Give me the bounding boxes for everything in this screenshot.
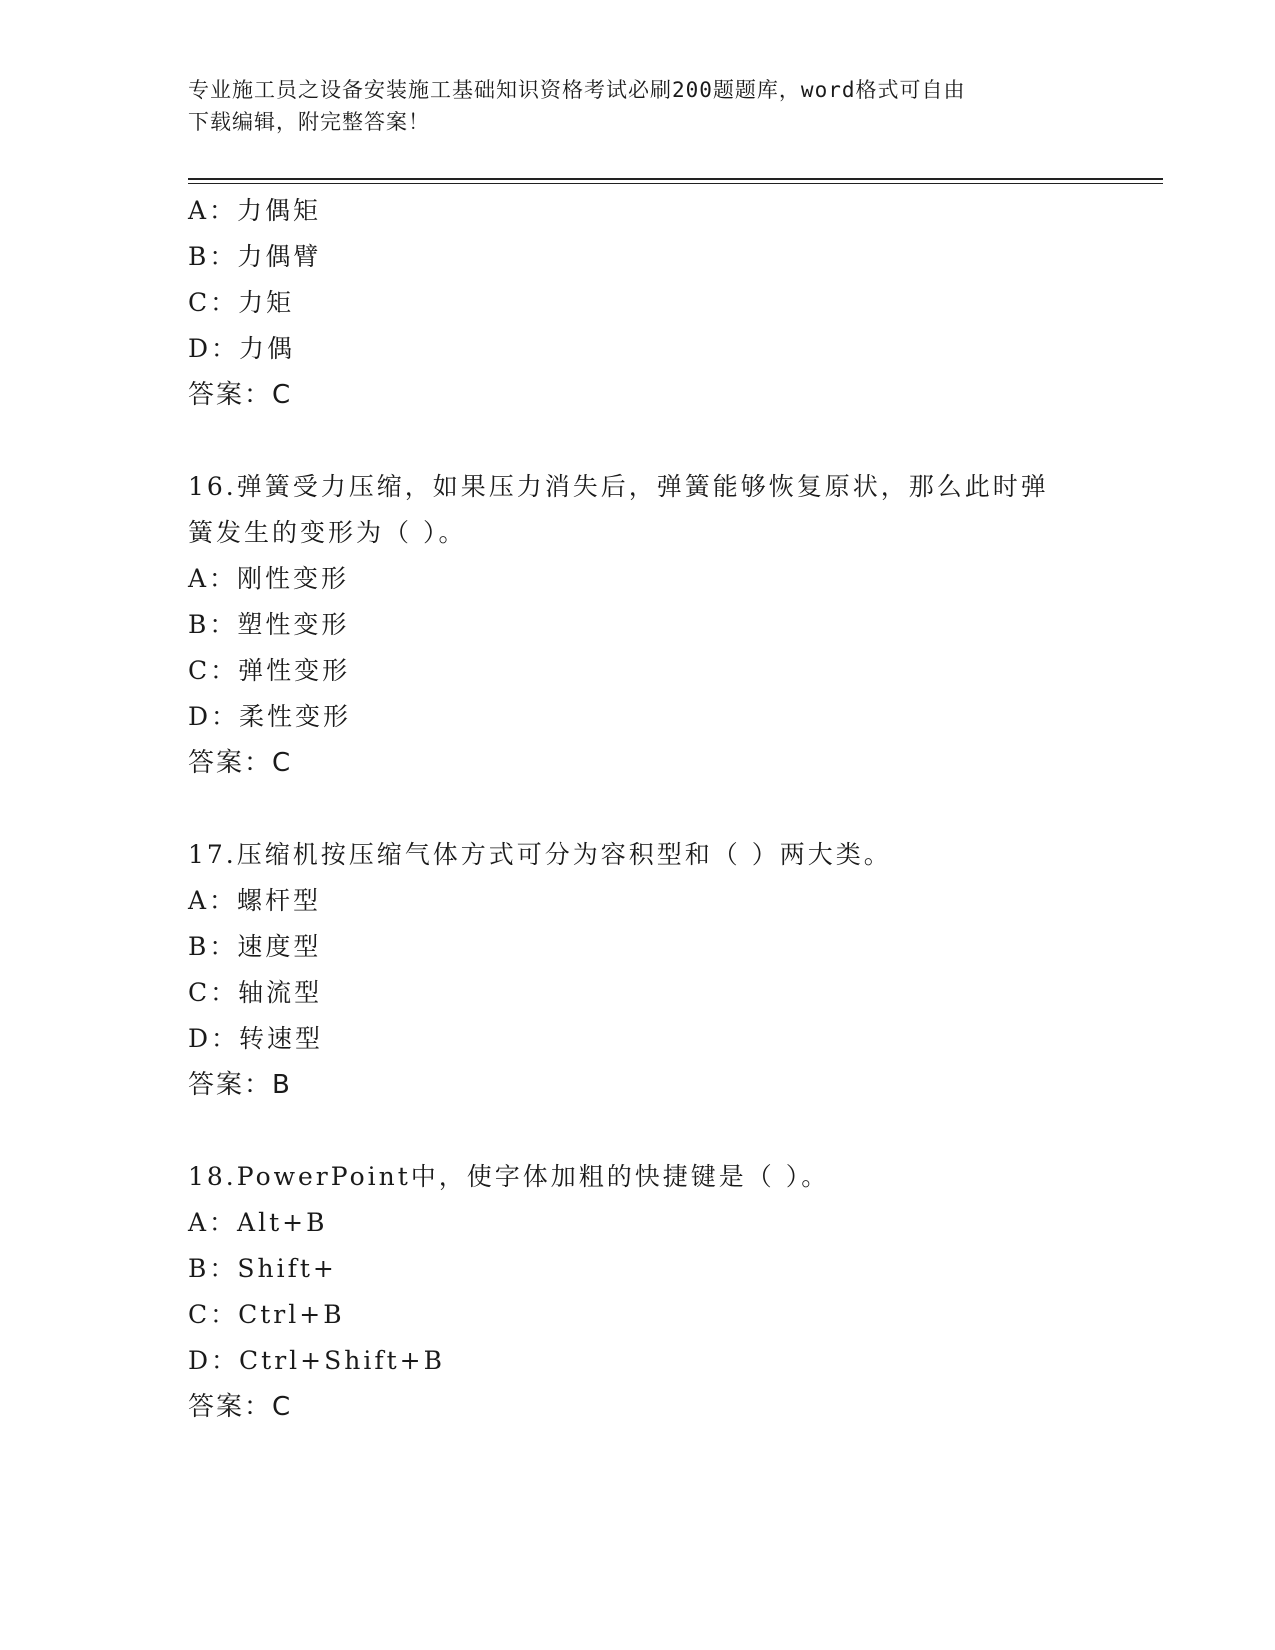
- option-c: C：Ctrl+B: [188, 1300, 345, 1329]
- answer-line: 答案：C: [188, 1392, 293, 1422]
- option-a: A：力偶矩: [188, 196, 322, 225]
- answer-line: 答案：C: [188, 748, 293, 778]
- header-divider: [188, 178, 1163, 180]
- option-c: C：力矩: [188, 288, 295, 317]
- option-b: B：塑性变形: [188, 610, 350, 639]
- option-b: B：Shift+: [188, 1254, 337, 1283]
- option-d: D：转速型: [188, 1024, 324, 1053]
- question-block-18: [188, 1154, 1088, 1430]
- question-text-line-1: 17.压缩机按压缩气体方式可分为容积型和（ ）两大类。: [188, 840, 892, 869]
- document-header: [188, 74, 1088, 138]
- option-a: A：Alt+B: [188, 1208, 328, 1237]
- option-b: B：速度型: [188, 932, 322, 961]
- question-block-17: [188, 832, 1088, 1108]
- question-block-15: [188, 188, 1088, 418]
- answer-line: 答案：C: [188, 380, 293, 410]
- option-d: D：Ctrl+Shift+B: [188, 1346, 445, 1375]
- question-text-line-1: 16.弹簧受力压缩，如果压力消失后，弹簧能够恢复原状，那么此时弹: [188, 472, 1049, 501]
- option-a: A：螺杆型: [188, 886, 322, 915]
- header-title-line-1: 专业施工员之设备安装施工基础知识资格考试必刷200题题库，word格式可自由: [188, 78, 966, 102]
- question-list: [188, 188, 1088, 1430]
- question-block-16: [188, 464, 1088, 786]
- option-b: B：力偶臂: [188, 242, 322, 271]
- option-c: C：轴流型: [188, 978, 323, 1007]
- option-a: A：刚性变形: [188, 564, 350, 593]
- header-divider-thin: [188, 183, 1163, 184]
- answer-line: 答案：B: [188, 1070, 292, 1100]
- option-d: D：柔性变形: [188, 702, 352, 731]
- option-c: C：弹性变形: [188, 656, 351, 685]
- option-d: D：力偶: [188, 334, 296, 363]
- question-text-line-1: 18.PowerPoint中，使字体加粗的快捷键是（ ）。: [188, 1162, 830, 1191]
- header-title-line-2: 下载编辑，附完整答案！: [188, 110, 430, 134]
- question-text-line-2: 簧发生的变形为（ ）。: [188, 518, 467, 547]
